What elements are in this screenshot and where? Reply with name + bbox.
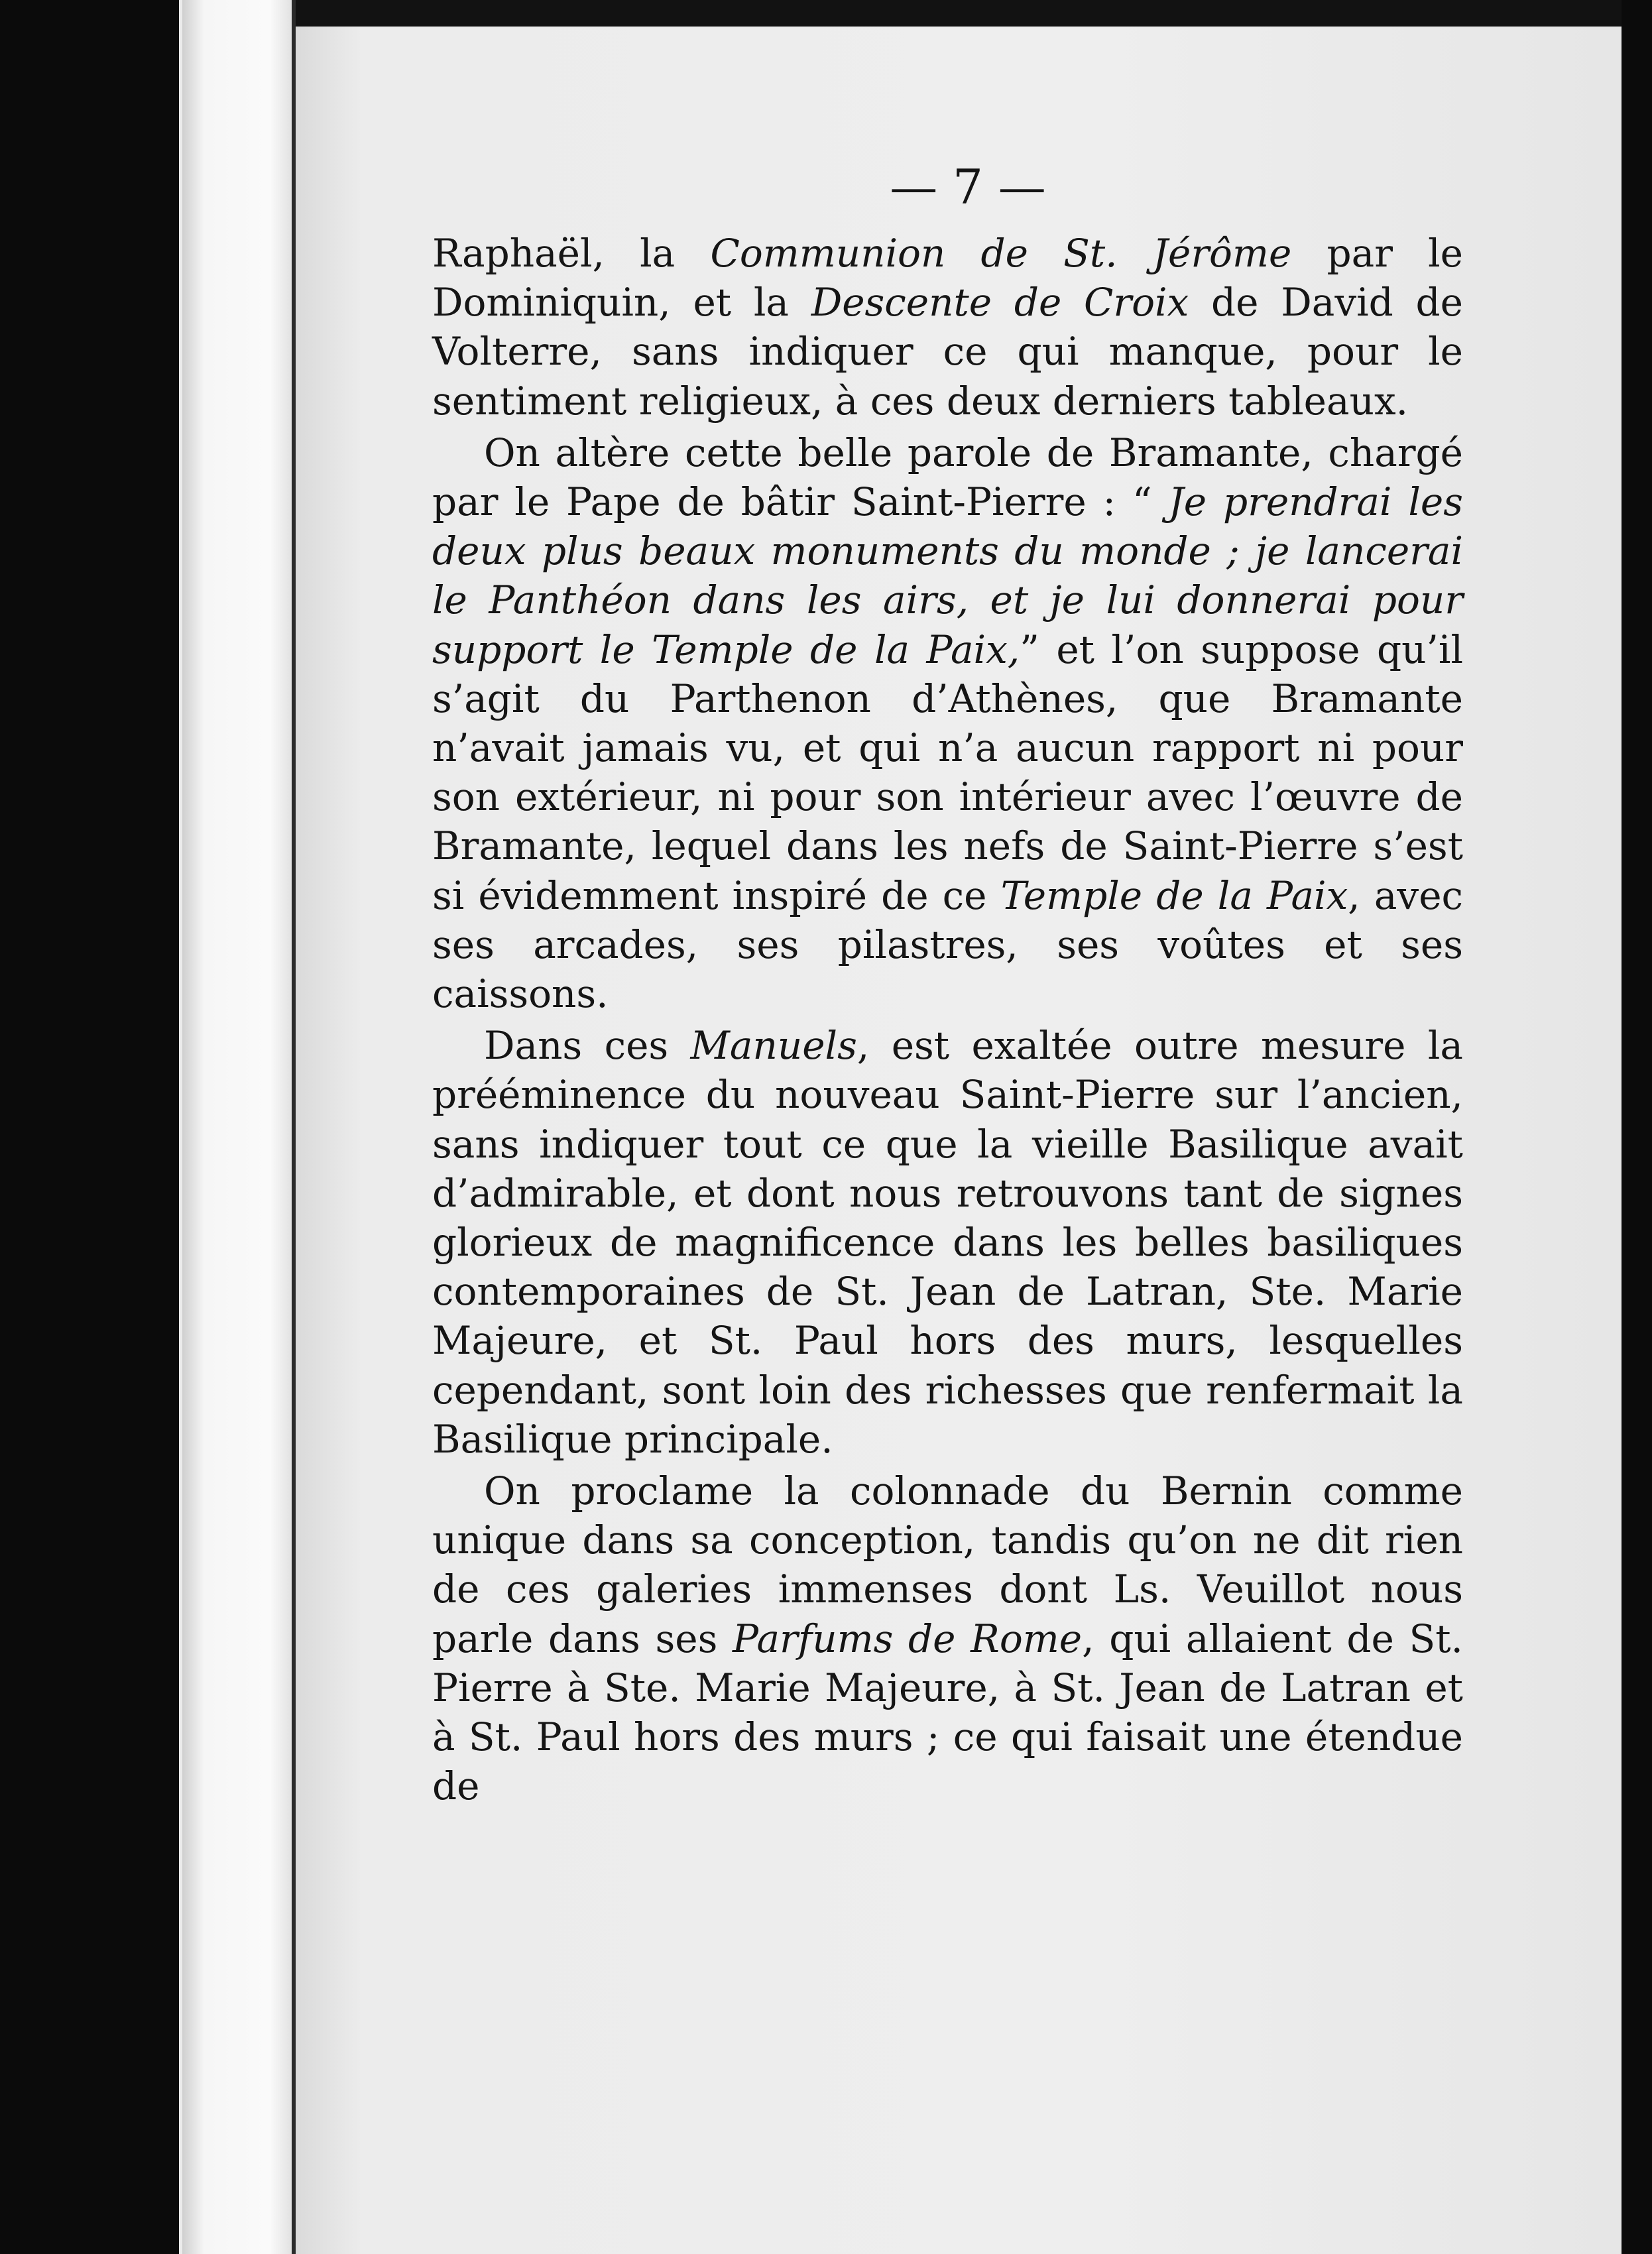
italic-title: Je prendrai les deux plus beaux monuments du monde ; je lancerai le Panthéon dans les airs, et je lui donnerai pour support le Temple de la Paix, — [432, 479, 1463, 672]
italic-title: Communion de St. Jérôme — [710, 231, 1292, 276]
scan-border-left — [0, 0, 179, 2254]
paragraph: On altère cette belle parole de Bramante, chargé par le Pape de bâtir Saint-Pierre : “ Je prendrai les deux plus beaux monuments du monde ; je lancerai le Panthéon dans les airs, et je lui donnerai pour support le Temple de la Paix,” et l’on suppose qu’il s’agit du Parthenon d’Athènes, que Bramante n’avait jamais vu, et qui n’a aucun rapport ni pour son extérieur, ni pour son intérieur avec l’œuvre de Bramante, lequel dans les nefs de Saint-Pierre s’est si évidemment inspiré de ce Temple de la Paix, avec ses arcades, ses pilastres, ses voûtes et ses caissons. — [432, 430, 1463, 1017]
scan-border-right — [1622, 0, 1652, 2254]
scan-border-top — [296, 0, 1622, 27]
italic-title: Descente de Croix — [811, 280, 1189, 326]
paragraph: Dans ces Manuels, est exaltée outre mesure la prééminence du nouveau Saint-Pierre sur l’ancien, sans indiquer tout ce que la vieille Basilique avait d’admirable, et dont nous retrouvons tant de signes glorieux de magnificence dans les belles basiliques contemporaines de St. Jean de Latran, Ste. Marie Majeure, et St. Paul hors des murs, lesquelles cependant, sont loin des richesses que renfermait la Basilique principale. — [432, 1023, 1463, 1462]
body-text — [432, 229, 1463, 1811]
facing-page-edge — [182, 0, 292, 2254]
paragraph: Raphaël, la Communion de St. Jérôme par le Dominiquin, et la Descente de Croix de David de Volterre, sans indiquer ce qui manque, pour le sentiment religieux, à ces deux derniers tableaux. — [432, 231, 1463, 424]
italic-title: Manuels — [690, 1023, 857, 1069]
italic-title: Parfums de Rome — [733, 1616, 1083, 1661]
paragraph: On proclame la colonnade du Bernin comme unique dans sa conception, tandis qu’on ne dit rien de ces galeries immenses dont Ls. Veuillot nous parle dans ses Parfums de Rome, qui allaient de St. Pierre à Ste. Marie Majeure, à St. Jean de Latran et à St. Paul hors des murs ; ce qui faisait une étendue de — [432, 1468, 1463, 1809]
italic-title: Temple de la Paix — [1000, 872, 1348, 918]
page-number: — 7 — — [890, 159, 1046, 215]
